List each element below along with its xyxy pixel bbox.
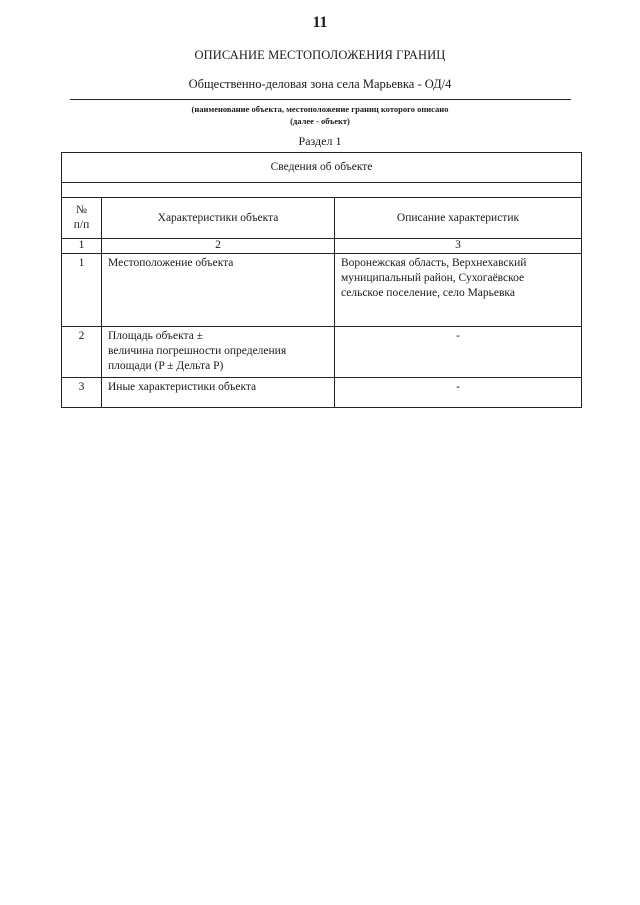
column-number-3: 3	[335, 239, 582, 254]
table-empty-row	[62, 183, 582, 198]
row-description	[335, 378, 582, 408]
row-characteristic-line: Площадь объекта ±	[108, 330, 203, 342]
row-characteristic	[102, 254, 335, 327]
row-characteristic	[102, 378, 335, 408]
table-column-numbers	[62, 239, 582, 254]
table-row	[62, 254, 582, 327]
row-description	[335, 254, 582, 327]
column-header-num	[62, 198, 102, 239]
row-description-line: -	[456, 381, 460, 393]
section-title: Раздел 1	[298, 134, 342, 148]
table-empty-cell	[62, 183, 582, 198]
row-description-line: Воронежская область, Верхнехавский	[341, 257, 527, 269]
caption-line-2: (далее - объект)	[290, 116, 350, 126]
table-row	[62, 378, 582, 408]
row-characteristic	[102, 327, 335, 378]
object-name: Общественно-деловая зона села Марьевка - ОД/4	[188, 77, 452, 91]
column-header-characteristic: Характеристики объекта	[102, 198, 335, 239]
object-info-table	[61, 152, 582, 408]
row-description-line: сельское поселение, село Марьевка	[341, 287, 515, 299]
column-header-num-line-2: п/п	[73, 219, 90, 231]
table-header-row	[62, 153, 582, 183]
object-name-caption	[0, 103, 640, 127]
row-number: 1	[62, 254, 102, 327]
column-number-2: 2	[102, 239, 335, 254]
caption-line-1: (наименование объекта, местоположение границ которого описано	[191, 104, 449, 114]
object-name-underline	[70, 99, 571, 100]
document-title: ОПИСАНИЕ МЕСТОПОЛОЖЕНИЯ ГРАНИЦ	[194, 48, 446, 62]
column-number-1: 1	[62, 239, 102, 254]
row-characteristic-line: Иные характеристики объекта	[108, 381, 257, 393]
table-row	[62, 327, 582, 378]
column-header-description: Описание характеристик	[335, 198, 582, 239]
row-number: 2	[62, 327, 102, 378]
table-column-headers	[62, 198, 582, 239]
row-characteristic-line: величина погрешности определения	[108, 345, 287, 357]
row-number: 3	[62, 378, 102, 408]
table-header: Сведения об объекте	[62, 153, 582, 183]
page-number: 11	[312, 14, 328, 31]
row-characteristic-line: Местоположение объекта	[108, 257, 234, 269]
row-description-line: -	[456, 330, 460, 342]
column-header-num-line-1: №	[76, 204, 87, 216]
row-description	[335, 327, 582, 378]
row-description-line: муниципальный район, Сухогаёвское	[341, 272, 525, 284]
row-characteristic-line: площади (P ± Дельта P)	[108, 360, 224, 372]
